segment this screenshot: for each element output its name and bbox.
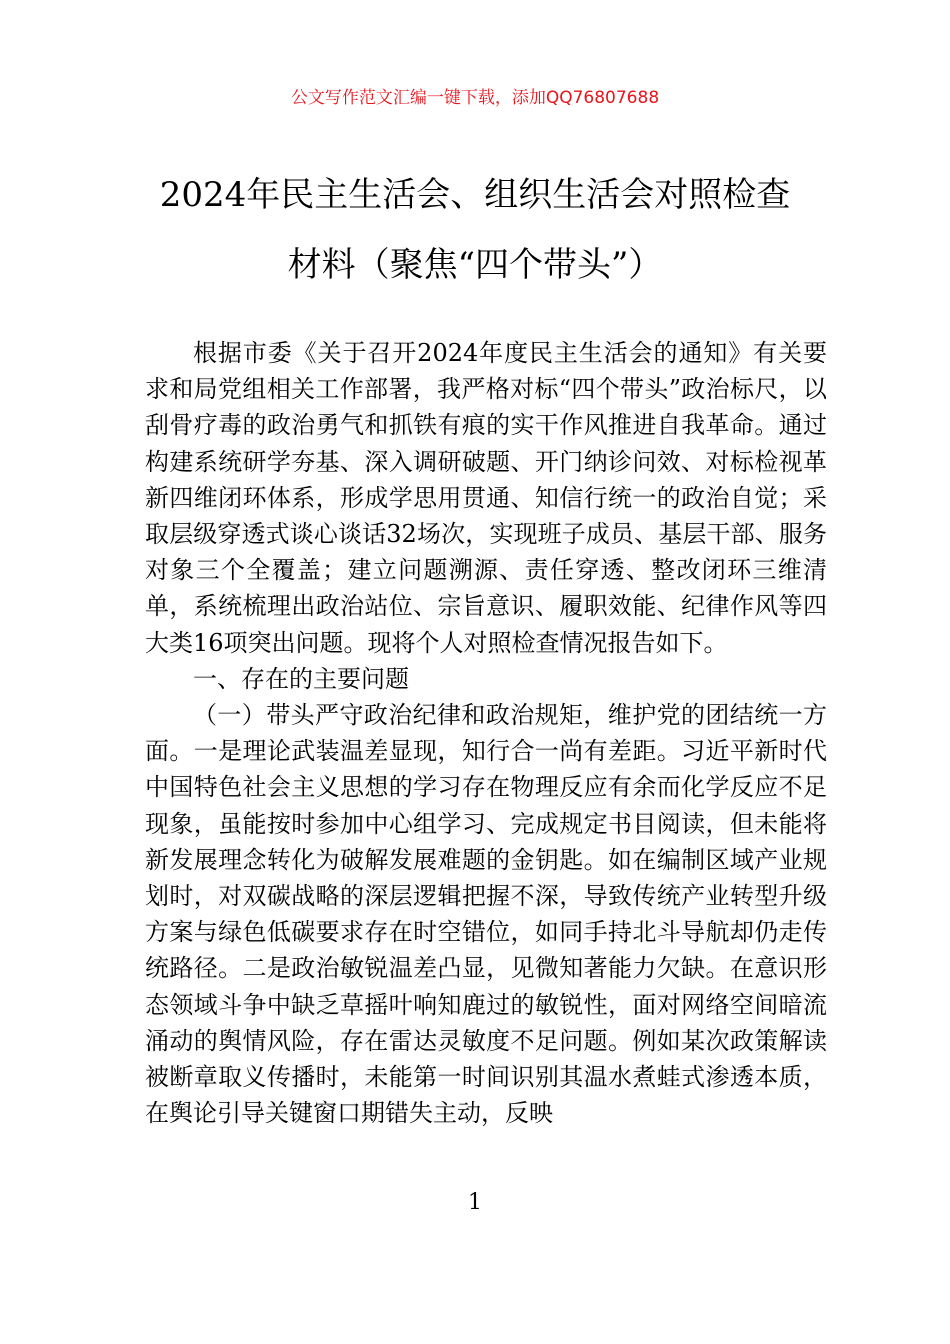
page-number: 1 — [468, 1190, 482, 1215]
section-heading: 一、存在的主要问题 — [193, 664, 409, 693]
promo-header[interactable]: 公文写作范文汇编一键下载，添加QQ76807688 — [290, 88, 660, 108]
document-title-line-1: 2024年民主生活会、组织生活会对照检查 — [159, 175, 791, 215]
document-title-line-2: 材料（聚焦“四个带头”） — [287, 245, 663, 285]
document-body — [145, 335, 827, 1131]
body-paragraph: （一）带头严守政治纪律和政治规矩，维护党的团结统一方面。一是理论武装温差显现，知行合一尚有差距。习近平新时代中国特色社会主义思想的学习存在物理反应有余而化学反应不足现象，虽能按时参加中心组学习、完成规定书目阅读，但未能将新发展理念转化为破解发展难题的金钥匙。如在编制区域产业规划时，对双碳战略的深层逻辑把握不深，导致传统产业转型升级方案与绿色低碳要求存在时空错位，如同手持北斗导航却仍走传统路径。二是政治敏锐温差凸显，见微知著能力欠缺。在意识形态领域斗争中缺乏草摇叶响知鹿过的敏锐性，面对网络空间暗流涌动的舆情风险，存在雷达灵敏度不足问题。例如某次政策解读被断章取义传播时，未能第一时间识别其温水煮蛙式渗透本质，在舆论引导关键窗口期错失主动，反映 — [145, 701, 827, 1128]
intro-paragraph: 根据市委《关于召开2024年度民主生活会的通知》有关要求和局党组相关工作部署，我严格对标“四个带头”政治标尺，以刮骨疗毒的政治勇气和抓铁有痕的实干作风推进自我革命。通过构建系统研学夯基、深入调研破题、开门纳诊问效、对标检视革新四维闭环体系，形成学思用贯通、知信行统一的政治自觉；采取层级穿透式谈心谈话32场次，实现班子成员、基层干部、服务对象三个全覆盖；建立问题溯源、责任穿透、整改闭环三维清单，系统梳理出政治站位、宗旨意识、履职效能、纪律作风等四大类16项突出问题。现将个人对照检查情况报告如下。 — [145, 339, 827, 657]
